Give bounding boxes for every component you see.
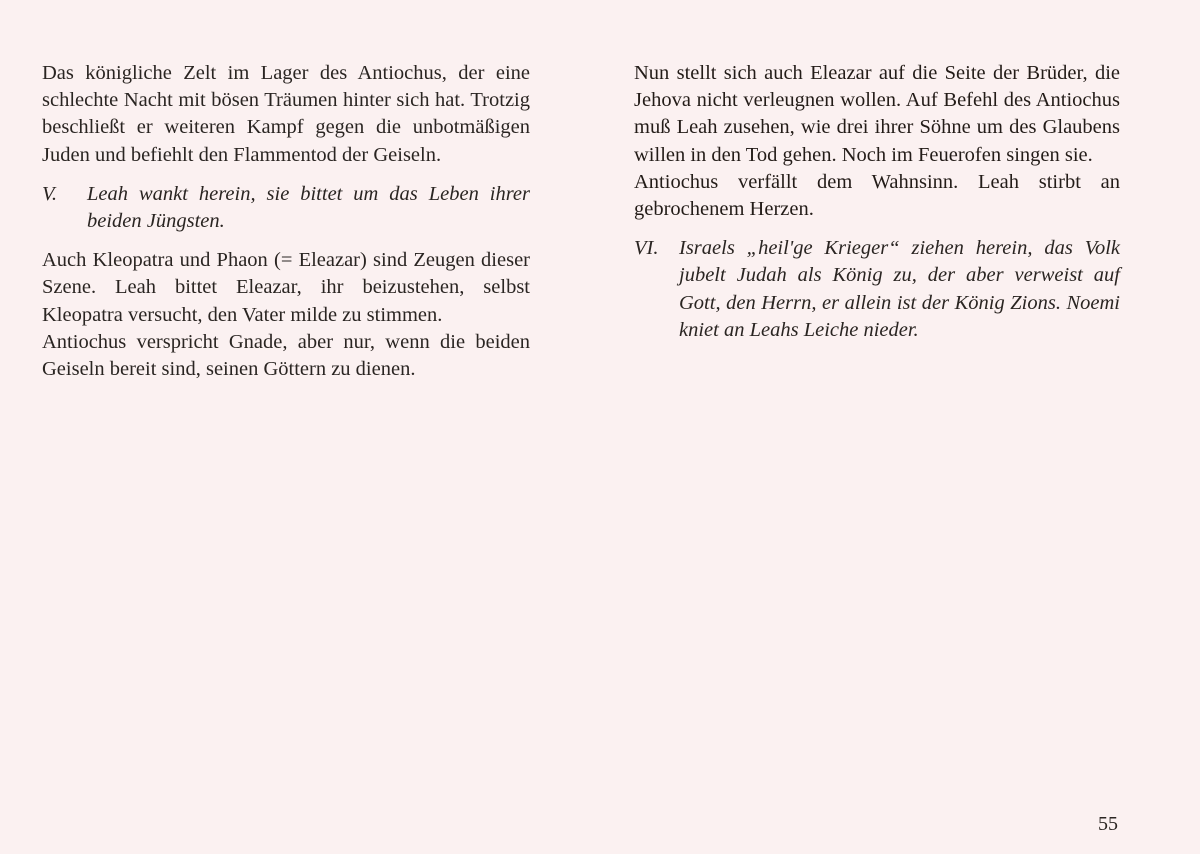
right-paragraph-1: Nun stellt sich auch Eleazar auf die Seite der Brüder, die Jehova nicht verleugnen wollen. Auf Befehl des Antiochus muß Leah zusehen, wie drei ihrer Söhne um des Glaubens willen in den Tod gehen. Noch im Feuerofen singen sie. [634,62,1120,166]
act-vi-text: Israels „heil'ge Krieger“ ziehen herein, das Volk jubelt Judah als König zu, der aber verweist auf Gott, den Herrn, er allein ist der König Zions. Noemi kniet an Leahs Leiche nieder. [679,237,1120,341]
left-paragraph-1: Das königliche Zelt im Lager des Antiochus, der eine schlechte Nacht mit bösen Träumen hinter sich hat. Trotzig beschließt er weiteren Kampf gegen die unbotmäßigen Juden und befiehlt den Flammentod der Geiseln. [42,62,530,166]
left-paragraph-2: Auch Kleopatra und Phaon (= Eleazar) sind Zeugen dieser Szene. Leah bittet Eleazar, ihr beizustehen, selbst Kleopatra versucht, den Vater milde zu stimmen. [42,249,530,326]
page-number: 55 [1098,813,1118,835]
left-column [42,60,530,383]
act-vi-direction [634,235,1120,344]
act-v-direction [42,181,530,235]
right-column [634,60,1120,344]
act-v-text: Leah wankt herein, sie bittet um das Leben ihrer beiden Jüngsten. [87,182,530,233]
left-paragraph-3: Antiochus verspricht Gnade, aber nur, wenn die beiden Geiseln bereit sind, seinen Göttern zu dienen. [42,330,530,381]
act-vi-numeral: VI. [634,237,659,260]
act-v-numeral: V. [42,182,58,205]
right-paragraph-2: Antiochus verfällt dem Wahnsinn. Leah stirbt an gebrochenem Herzen. [634,170,1120,221]
